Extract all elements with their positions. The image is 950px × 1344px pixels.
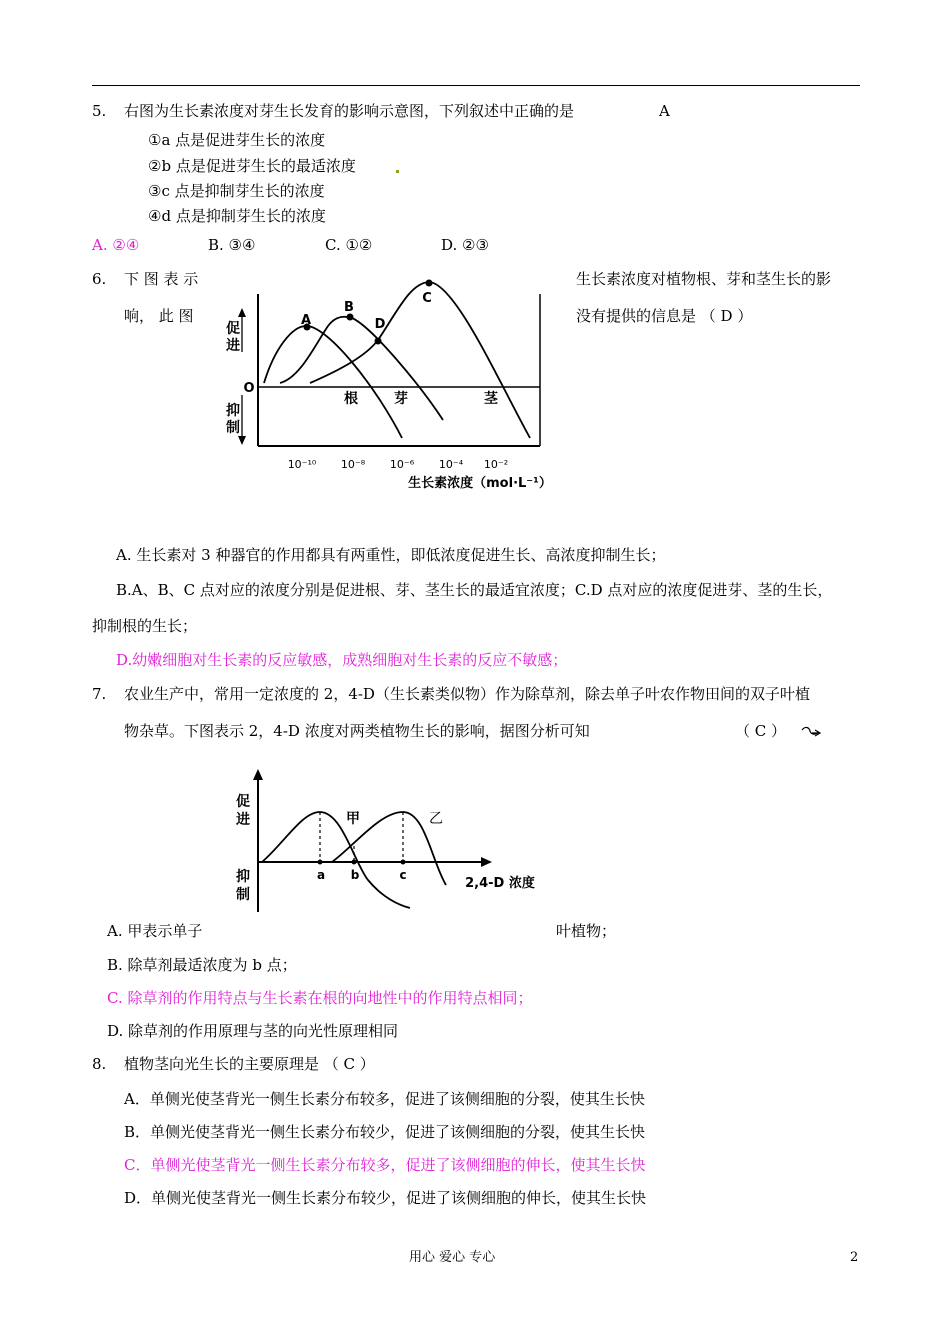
y-label-promote-2: 进 [226, 338, 240, 354]
point-a-label: A [300, 313, 312, 328]
q6-stem-right-1: 生长素浓度对植物根、芽和茎生长的影 [576, 270, 832, 288]
q8-option-a: A．单侧光使茎背光一侧生长素分布较多，促进了该侧细胞的分裂，使其生长快 [124, 1090, 645, 1108]
tick-label-b: b [350, 868, 360, 882]
x-tick-label: 10⁻⁸ [340, 458, 366, 471]
x-tick-label: 10⁻⁶ [389, 458, 415, 471]
q6-option-b-c: B.A、B、C 点对应的浓度分别是促进根、芽、茎生长的最适宜浓度；C.D 点对应的浓度促进芽、茎的生长， [116, 581, 833, 599]
tick-label-a: a [316, 868, 326, 882]
q7-option-c: C. 除草剂的作用特点与生长素在根的向地性中的作用特点相同； [107, 989, 533, 1007]
q8-number: 8. [92, 1055, 107, 1073]
point-c [426, 280, 433, 287]
x-axis-title: 生长素浓度（mol·L⁻¹） [408, 476, 552, 491]
y-label-promote-2: 进 [236, 812, 250, 828]
point-b-label: B [344, 300, 354, 315]
tick-label-c: c [399, 868, 407, 882]
y-label-promote-1: 促 [236, 794, 250, 810]
q7-option-b: B. 除草剂最适浓度为 b 点； [107, 956, 297, 974]
arrow-up-icon [238, 308, 246, 317]
q5-option-c: C. ①② [325, 236, 373, 254]
herbicide-chart [225, 765, 545, 920]
bud-curve [280, 317, 443, 420]
q8-option-b: B．单侧光使茎背光一侧生长素分布较少，促进了该侧细胞的分裂，使其生长快 [124, 1123, 646, 1141]
q6-stem-right-2: 没有提供的信息是 （ D ） [576, 307, 753, 325]
y-label-inhibit-2: 制 [226, 420, 240, 436]
origin-label: O [243, 381, 255, 396]
stem-curve [310, 282, 530, 438]
q6-number: 6. [92, 270, 107, 288]
q7-number: 7. [92, 685, 107, 703]
y-label-inhibit-2: 制 [236, 887, 250, 903]
tick-b [352, 860, 357, 865]
x-tick-label: 10⁻⁴ [438, 458, 464, 471]
series-label-yi: 乙 [429, 811, 443, 827]
q6-stem-left-2: 响， 此 图 [124, 307, 194, 325]
q7-answer: （ C ） [735, 722, 787, 740]
q5-stem: 右图为生长素浓度对芽生长发育的影响示意图，下列叙述中正确的是 [124, 102, 575, 120]
y-label-promote-1: 促 [226, 321, 240, 337]
y-label-inhibit-1: 抑 [226, 403, 240, 419]
q5-answer: A [659, 102, 670, 120]
footer-text: 用心 爱心 专心 [409, 1250, 496, 1265]
tick-a [318, 860, 323, 865]
y-label-inhibit-1: 抑 [236, 869, 250, 885]
stray-mark [396, 170, 399, 173]
series-label-stem: 茎 [484, 391, 498, 407]
series-label-root: 根 [344, 391, 358, 407]
x-tick-label: 10⁻¹⁰ [287, 458, 317, 471]
q6-option-a: A. 生长素对 3 种器官的作用都具有两重性，即低浓度促进生长、高浓度抑制生长； [116, 546, 666, 564]
q7-stem-1: 农业生产中，常用一定浓度的 2，4-D（生长素类似物）作为除草剂，除去单子叶农作物田间的双子叶植 [124, 685, 810, 703]
header-rule [92, 85, 860, 86]
q5-option-a: A. ②④ [92, 236, 140, 254]
series-label-bud: 芽 [394, 391, 408, 407]
q7-stem-2: 物杂草。下图表示 2，4-D 浓度对两类植物生长的影响，据图分析可知 [124, 722, 590, 740]
q5-statement-4: ④d 点是抑制芽生长的浓度 [148, 207, 326, 225]
q7-option-d: D. 除草剂的作用原理与茎的向光性原理相同 [107, 1022, 399, 1040]
arrow-up-icon [253, 769, 263, 780]
x-axis-title: 2,4-D 浓度 [465, 876, 535, 891]
point-d-label: D [374, 317, 386, 332]
arrow-right-icon [481, 857, 492, 867]
q5-statement-3: ③c 点是抑制芽生长的浓度 [148, 182, 325, 200]
page-number: 2 [850, 1250, 859, 1265]
q6-option-d: D.幼嫩细胞对生长素的反应敏感，成熟细胞对生长素的反应不敏感； [116, 651, 568, 669]
q8-option-c: C．单侧光使茎背光一侧生长素分布较多，促进了该侧细胞的伸长，使其生长快 [124, 1156, 646, 1174]
q8-stem: 植物茎向光生长的主要原理是 （ C ） [124, 1055, 375, 1073]
q5-statement-1: ①a 点是促进芽生长的浓度 [148, 131, 326, 149]
decoration-icon [800, 725, 822, 739]
x-tick-label: 10⁻² [483, 458, 509, 471]
q7-option-a: A. 甲表示单子 [107, 922, 203, 940]
q5-option-d: D. ②③ [441, 236, 489, 254]
point-d [375, 338, 382, 345]
series-label-jia: 甲 [346, 811, 360, 827]
point-c-label: C [422, 291, 432, 306]
q8-option-d: D．单侧光使茎背光一侧生长素分布较少，促进了该侧细胞的伸长，使其生长快 [124, 1189, 647, 1207]
q5-statement-2: ②b 点是促进芽生长的最适浓度 [148, 157, 356, 175]
q5-option-b: B. ③④ [208, 236, 256, 254]
q7-option-a-cont: 叶植物； [556, 922, 617, 940]
arrow-down-icon [238, 436, 246, 445]
tick-c [401, 860, 406, 865]
q5-number: 5. [92, 102, 107, 120]
q6-option-b-c-cont: 抑制根的生长； [92, 617, 198, 635]
auxin-response-chart [215, 270, 565, 495]
q6-stem-left-1: 下 图 表 示 [124, 270, 199, 288]
